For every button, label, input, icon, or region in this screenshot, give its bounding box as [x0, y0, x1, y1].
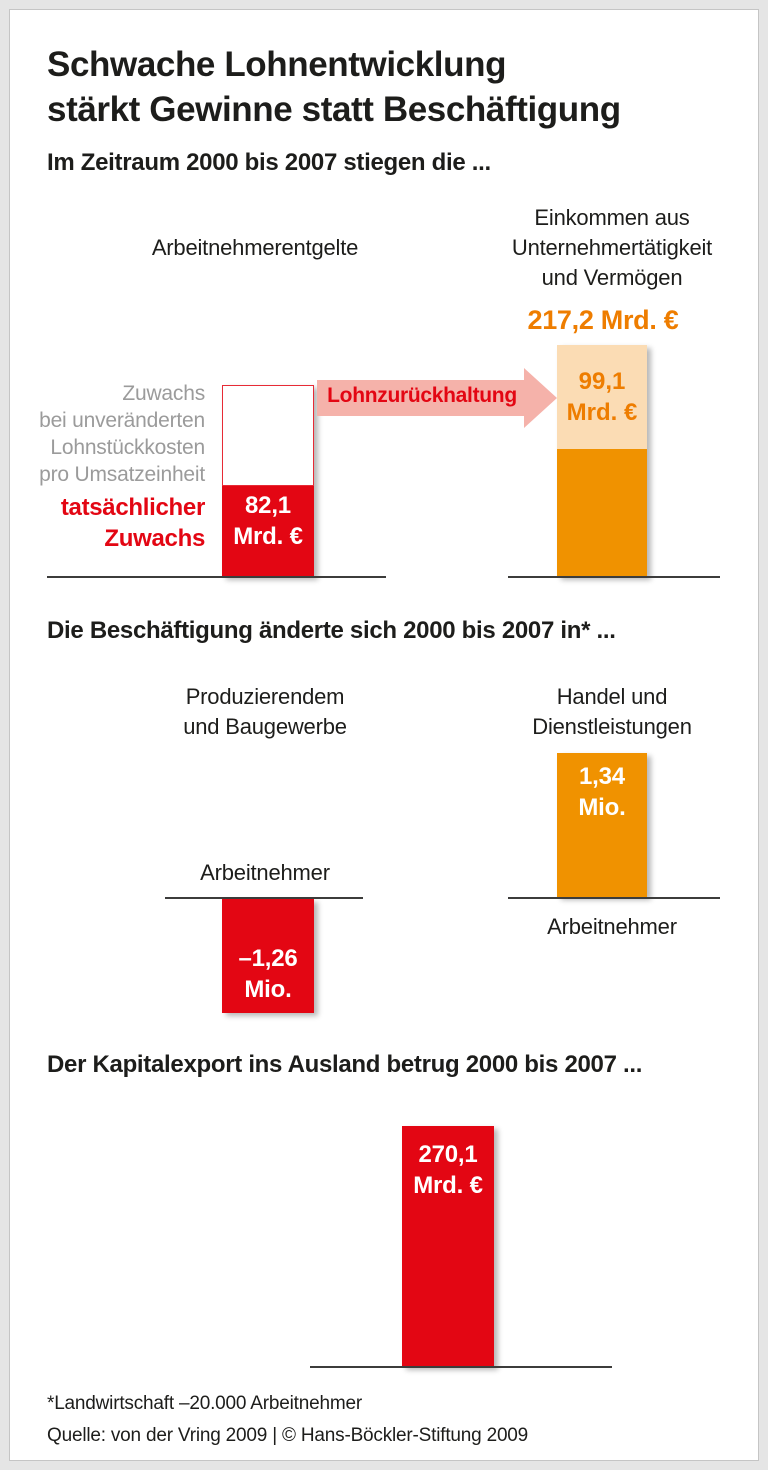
section1-left-bar-outline-segment [222, 385, 314, 486]
section1-outline-label-line4: pro Umsatzeinheit [39, 463, 205, 486]
section1-heading: Im Zeitraum 2000 bis 2007 stiegen die ... [47, 149, 491, 176]
section1-outline-label-line1: Zuwachs [122, 382, 205, 405]
section1-actual-label [20, 492, 205, 554]
page-title-line1: Schwache Lohnentwicklung [47, 45, 507, 84]
section1-right-column-label-line2: Unternehmertätigkeit [511, 235, 713, 260]
section1-actual-label-line2: Zuwachs [104, 525, 205, 552]
section1-right-column-label-line3: und Vermögen [541, 265, 683, 290]
page-title-line2: stärkt Gewinne statt Beschäftigung [47, 90, 621, 129]
section1-right-bar-value-line1: 99,1 [578, 368, 626, 395]
section2-right-column-label-line1: Handel und [556, 684, 668, 709]
section2-left-column-label-line2: und Baugewerbe [183, 714, 347, 739]
section3-bar [402, 1126, 494, 1367]
section2-left-axis-label: Arbeitnehmer [200, 860, 330, 885]
footer [47, 1388, 737, 1452]
section2-right-bar-value-line2: Mio. [578, 794, 626, 821]
section1-right-baseline [508, 576, 720, 578]
section1-right-column-label [487, 203, 737, 293]
section1-left-bar-red-segment [222, 486, 314, 577]
section2-left-column-label [140, 682, 390, 742]
section2-heading: Die Beschäftigung änderte sich 2000 bis 2007 in* ... [47, 617, 616, 644]
section2-right-bar [557, 753, 647, 897]
section1-right-bar-value-line2: Mrd. € [566, 399, 638, 426]
arrow-label: Lohnzurückhaltung [327, 384, 517, 407]
section1-right-bar-orange-segment [557, 449, 647, 577]
page-title [47, 42, 737, 132]
section3-bar-value-line1: 270,1 [418, 1141, 478, 1168]
source-line: Quelle: von der Vring 2009 | © Hans-Böckler-Stiftung 2009 [47, 1425, 529, 1446]
section1-left-bar-value-line2: Mrd. € [233, 523, 303, 550]
section1-right-column-label-line1: Einkommen aus [534, 205, 690, 230]
section1-actual-label-line1: tatsächlicher [60, 494, 205, 521]
section2-right-column-label [487, 682, 737, 742]
footnote: *Landwirtschaft –20.000 Arbeitnehmer [47, 1393, 362, 1414]
section3-baseline [310, 1366, 612, 1368]
section2-right-column-label-line2: Dienstleistungen [532, 714, 692, 739]
section1-right-bar [557, 345, 647, 577]
section2-left-bar [222, 899, 314, 1013]
section2-left-bar-value-line2: Mio. [244, 976, 292, 1003]
section1-outline-label-line2: bei unveränderten [39, 409, 205, 432]
section1-right-total-value: 217,2 Mrd. € [527, 305, 679, 335]
section2-left-bar-value-line1: –1,26 [238, 945, 298, 972]
section2-right-bar-value-line1: 1,34 [579, 763, 625, 790]
section1-outline-label [20, 380, 205, 488]
section1-right-bar-peach-segment [557, 345, 647, 449]
section1-left-bar [222, 385, 314, 577]
section2-right-baseline [508, 897, 720, 899]
section1-left-baseline [47, 576, 386, 578]
section1-left-bar-value-line1: 82,1 [245, 492, 291, 519]
section3-bar-value-line2: Mrd. € [413, 1172, 483, 1199]
section2-left-column-label-line1: Produzierendem [185, 684, 345, 709]
section2-right-axis-label: Arbeitnehmer [547, 914, 677, 939]
section1-left-column-label: Arbeitnehmerentgelte [151, 235, 359, 260]
section1-outline-label-line3: Lohnstückkosten [50, 436, 205, 459]
section3-heading: Der Kapitalexport ins Ausland betrug 2000 bis 2007 ... [47, 1051, 643, 1078]
